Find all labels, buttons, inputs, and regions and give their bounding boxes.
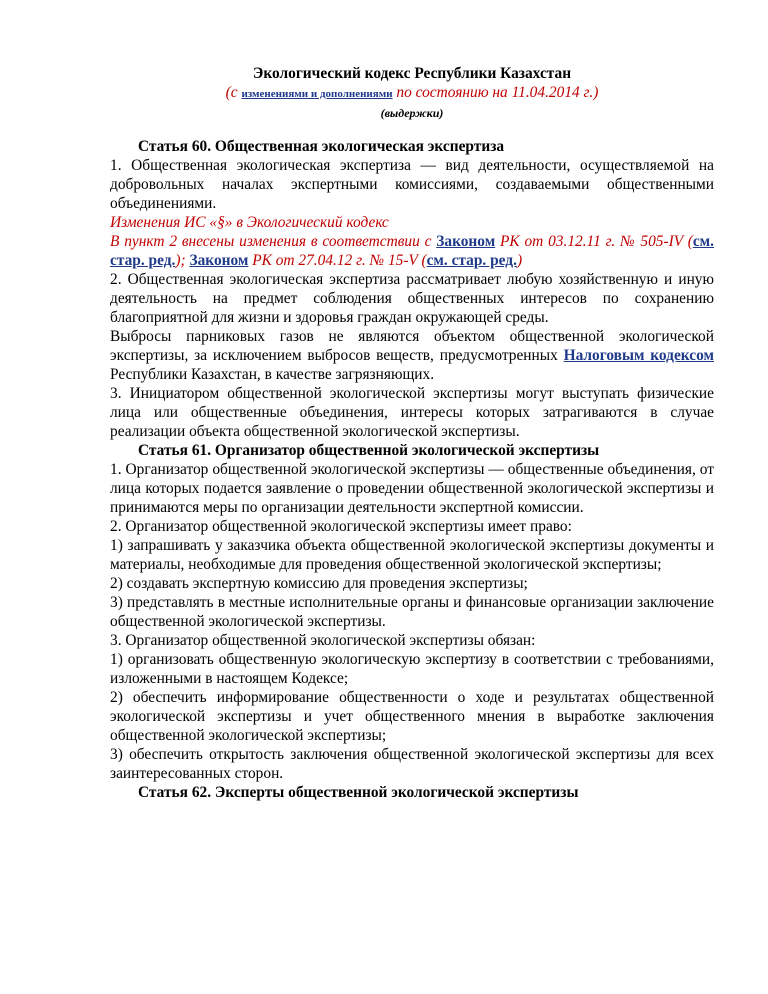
document-page: [110, 64, 714, 802]
old-edition-link-2[interactable]: см. стар. ред.: [426, 252, 517, 269]
article-61-item: 1. Организатор общественной экологической экспертизы — общественные объединения, от лица которых подается заявление о проведении общественной экологической экспертизы и принимаются меры по организации деятельности экспертной комиссии.: [110, 461, 714, 516]
article-62-heading: Статья 62. Эксперты общественной экологической экспертизы: [138, 784, 579, 801]
article-61-item: 2) создавать экспертную комиссию для проведения экспертизы;: [110, 575, 528, 592]
article-61-item: 3) представлять в местные исполнительные органы и финансовые организации заключение общественной экологической экспертизы.: [110, 594, 714, 630]
article-61-item: 1) организовать общественную экологическую экспертизу в соответствии с требованиями, изложенными в настоящем Кодексе;: [110, 651, 714, 687]
amendments-link[interactable]: изменениями и дополнениями: [241, 88, 393, 100]
article-60-heading: Статья 60. Общественная экологическая экспертиза: [138, 138, 505, 155]
amendment-note-title: Изменения ИС «§» в Экологический кодекс: [110, 214, 389, 231]
article-61-heading: Статья 61. Организатор общественной экологической экспертизы: [138, 442, 600, 459]
article-61-item: 3) обеспечить открытость заключения общественной экологической экспертизы для всех заинтересованных сторон.: [110, 746, 714, 782]
article-61-item: 2. Организатор общественной экологической экспертизы имеет право:: [110, 518, 572, 535]
old-edition-link-1[interactable]: см. стар. ред.: [110, 233, 714, 269]
document-subtitle: (с изменениями и дополнениями по состоянию на 11.04.2014 г.): [225, 84, 599, 101]
law-link-1[interactable]: Законом: [436, 233, 496, 250]
article-61-item: 3. Организатор общественной экологической экспертизы обязан:: [110, 632, 536, 649]
tax-code-link[interactable]: Налоговым кодексом: [563, 347, 714, 364]
article-60-paragraph-2: 2. Общественная экологическая экспертиза рассматривает любую хозяйственную и иную деятельность на предмет соблюдения общественных интересов по сохранению благоприятной для жизни и здоровья граждан окружающей среды.: [110, 271, 714, 326]
law-link-2[interactable]: Законом: [189, 252, 249, 269]
article-60-paragraph-4: 3. Инициатором общественной экологической экспертизы могут выступать физические лица или общественные объединения, интересы которых затрагиваются в случае реализации объекта общественной экологической экспертизы.: [110, 385, 714, 440]
article-61-item: 1) запрашивать у заказчика объекта общественной экологической экспертизы документы и материалы, необходимые для проведения общественной экологической экспертизы;: [110, 537, 714, 573]
article-60-paragraph-3: Выбросы парниковых газов не являются объектом общественной экологической экспертизы, за исключением выбросов веществ, предусмотренных Налоговым кодексом Республики Казахстан, в качестве загрязняющих.: [110, 328, 714, 383]
excerpt-note: (выдержки): [380, 106, 444, 120]
article-61-item: 2) обеспечить информирование общественности о ходе и результатах общественной экологической экспертизы и учет общественного мнения в выработке заключения общественной экологической экспертизы;: [110, 689, 714, 744]
article-60-paragraph-1: 1. Общественная экологическая экспертиза — вид деятельности, осуществляемой на добровольных началах экспертными комиссиями, создаваемыми общественными объединениями.: [110, 157, 714, 212]
amendment-note: В пункт 2 внесены изменения в соответствии с Законом РК от 03.12.11 г. № 505-IV (см. стар. ред.); Законом РК от 27.04.12 г. № 15-V (см. стар. ред.): [110, 233, 714, 269]
document-title: Экологический кодекс Республики Казахстан: [252, 65, 572, 82]
